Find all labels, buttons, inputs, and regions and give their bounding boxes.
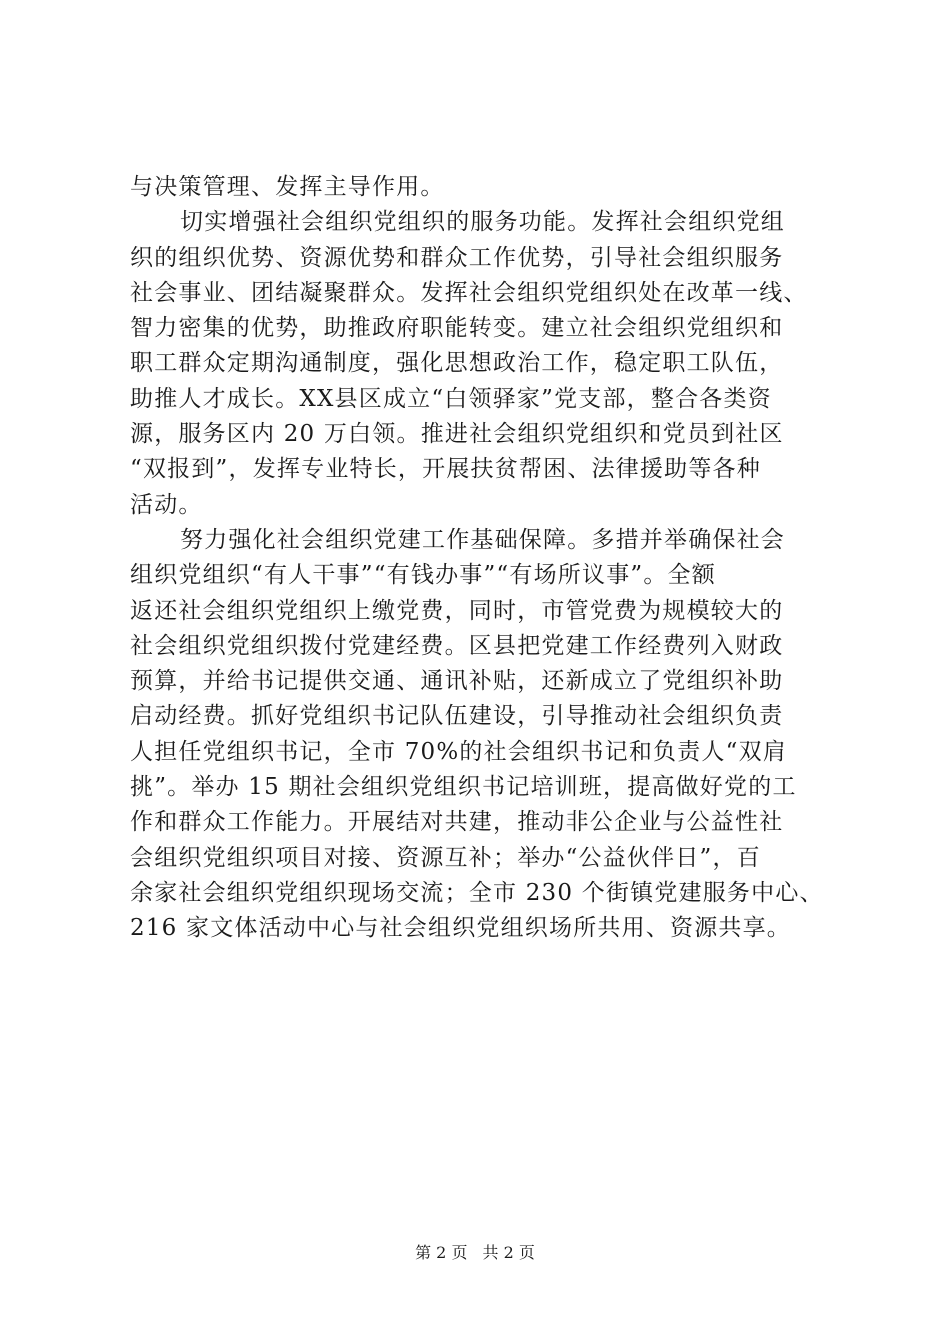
text-line: 挑”。举办 15 期社会组织党组织书记培训班，提高做好党的工 <box>130 774 797 801</box>
document-body <box>130 170 830 947</box>
text-line: 织的组织优势、资源优势和群众工作优势，引导社会组织服务 <box>130 244 784 271</box>
text-line: 助推人才成长。XX县区成立“白领驿家”党支部，整合各类资 <box>130 385 772 412</box>
text-line: 作和群众工作能力。开展结对共建，推动非公企业与公益性社 <box>130 809 784 836</box>
text-line: 活动。 <box>130 491 203 518</box>
paragraph-first-line: 努力强化社会组织党建工作基础保障。多措并举确保社会 <box>180 526 785 553</box>
text-line: 返还社会组织党组织上缴党费，同时，市管党费为规模较大的 <box>130 597 784 624</box>
text-line: 社会组织党组织拨付党建经费。区县把党建工作经费列入财政 <box>130 632 784 659</box>
page-number: 第 2 页 <box>415 1243 468 1262</box>
text-line: 智力密集的优势，助推政府职能转变。建立社会组织党组织和 <box>130 315 784 342</box>
text-line: 启动经费。抓好党组织书记队伍建设，引导推动社会组织负责 <box>130 703 784 730</box>
paragraph-first-line: 切实增强社会组织党组织的服务功能。发挥社会组织党组 <box>180 209 785 236</box>
text-line: 组织党组织“有人干事”“有钱办事”“有场所议事”。全额 <box>130 562 716 589</box>
text-line: 社会事业、团结凝聚群众。发挥社会组织党组织处在改革一线、 <box>130 279 808 306</box>
text-line: 会组织党组织项目对接、资源互补；举办“公益伙伴日”，百 <box>130 844 761 871</box>
text-line: 源，服务区内 20 万白领。推进社会组织党组织和党员到社区 <box>130 421 784 448</box>
text-line: 职工群众定期沟通制度，强化思想政治工作，稳定职工队伍， <box>130 350 784 377</box>
page-footer <box>0 1240 950 1263</box>
text-line: 人担任党组织书记，全市 70%的社会组织书记和负责人“双肩 <box>130 738 787 765</box>
text-line: “双报到”，发挥专业特长，开展扶贫帮困、法律援助等各种 <box>130 456 761 483</box>
text-line: 余家社会组织党组织现场交流；全市 230 个街镇党建服务中心、 <box>130 879 824 906</box>
text-line: 216 家文体活动中心与社会组织党组织场所共用、资源共享。 <box>130 915 792 942</box>
text-line: 预算，并给书记提供交通、通讯补贴，还新成立了党组织补助 <box>130 668 784 695</box>
page-total: 共 2 页 <box>482 1243 535 1262</box>
text-line: 与决策管理、发挥主导作用。 <box>130 174 445 200</box>
